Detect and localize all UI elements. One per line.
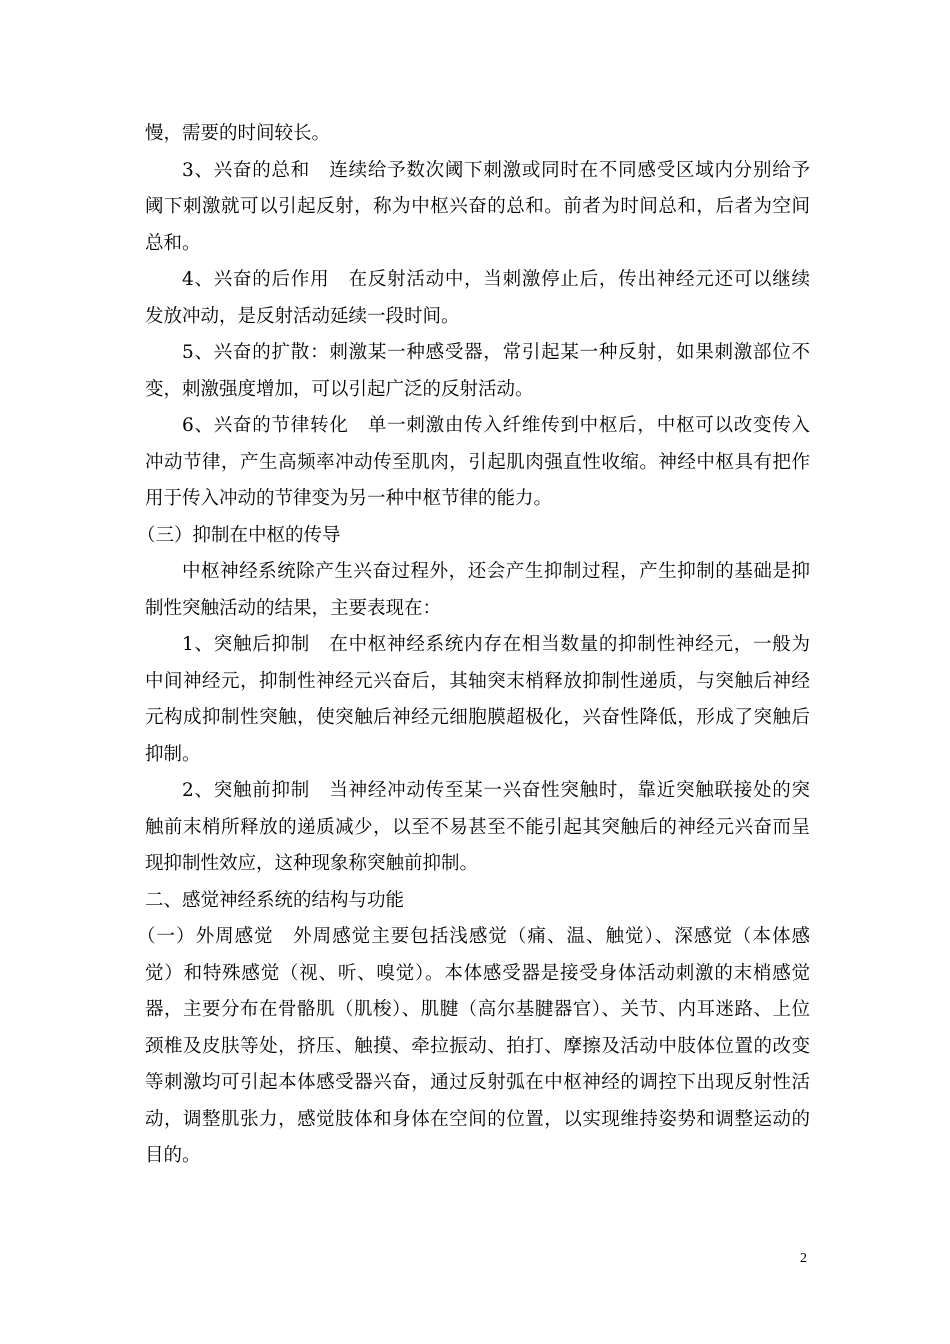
paragraph-line: 动，调整肌张力，感觉肢体和身体在空间的位置，以实现维持姿势和调整运动的 bbox=[145, 1108, 810, 1130]
paragraph bbox=[145, 116, 810, 153]
paragraph bbox=[145, 153, 810, 263]
paragraph-line: 抑制。 bbox=[145, 743, 201, 765]
paragraph-line: 4、兴奋的后作用 在反射活动中，当刺激停止后，传出神经元还可以继续 bbox=[182, 269, 810, 290]
paragraph-line: 1、突触后抑制 在中枢神经系统内存在相当数量的抑制性神经元，一般为 bbox=[182, 634, 810, 655]
paragraph-line: 慢，需要的时间较长。 bbox=[145, 123, 331, 144]
paragraph-line: 变，刺激强度增加，可以引起广泛的反射活动。 bbox=[145, 378, 534, 400]
paragraph-line: 颈椎及皮肤等处，挤压、触摸、牵拉振动、拍打、摩擦及活动中肢体位置的改变 bbox=[145, 1035, 810, 1057]
page-number: 2 bbox=[800, 1251, 807, 1266]
paragraph bbox=[137, 518, 810, 555]
paragraph-line: （三）抑制在中枢的传导 bbox=[137, 524, 341, 546]
paragraph-line: 总和。 bbox=[145, 232, 201, 254]
paragraph-line: 制性突触活动的结果，主要表现在： bbox=[145, 597, 442, 619]
document-body bbox=[137, 116, 810, 1175]
paragraph bbox=[145, 883, 810, 920]
paragraph-line: 冲动节律，产生高频率冲动传至肌肉，引起肌肉强直性收缩。神经中枢具有把作 bbox=[145, 451, 810, 473]
paragraph-line: 2、突触前抑制 当神经冲动传至某一兴奋性突触时，靠近突触联接处的突 bbox=[182, 780, 810, 801]
paragraph bbox=[145, 262, 810, 335]
paragraph-line: 目的。 bbox=[145, 1145, 201, 1166]
paragraph-line: 用于传入冲动的节律变为另一种中枢节律的能力。 bbox=[145, 488, 553, 509]
paragraph bbox=[137, 919, 810, 1175]
paragraph bbox=[145, 554, 810, 627]
paragraph-line: 元构成抑制性突触，使突触后神经元细胞膜超极化，兴奋性降低，形成了突触后 bbox=[145, 707, 810, 728]
paragraph-line: 中间神经元，抑制性神经元兴奋后，其轴突末梢释放抑制性递质，与突触后神经 bbox=[145, 670, 810, 692]
paragraph bbox=[145, 773, 810, 883]
paragraph bbox=[145, 335, 810, 408]
paragraph-line: 5、兴奋的扩散：刺激某一种感受器，常引起某一种反射，如果刺激部位不 bbox=[182, 342, 810, 363]
paragraph-line: 中枢神经系统除产生兴奋过程外，还会产生抑制过程，产生抑制的基础是抑 bbox=[182, 561, 810, 582]
paragraph-line: 现抑制性效应，这种现象称突触前抑制。 bbox=[145, 853, 479, 874]
paragraph-line: （一）外周感觉 外周感觉主要包括浅感觉（痛、温、触觉）、深感觉（本体感 bbox=[137, 926, 810, 947]
paragraph-line: 阈下刺激就可以引起反射，称为中枢兴奋的总和。前者为时间总和，后者为空间 bbox=[145, 196, 810, 217]
paragraph bbox=[145, 408, 810, 518]
paragraph-line: 觉）和特殊感觉（视、听、嗅觉）。本体感受器是接受身体活动刺激的末梢感觉 bbox=[145, 962, 810, 984]
paragraph-line: 器，主要分布在骨骼肌（肌梭）、肌腱（高尔基腱器官）、关节、内耳迷路、上位 bbox=[145, 999, 810, 1020]
paragraph-line: 3、兴奋的总和 连续给予数次阈下刺激或同时在不同感受区域内分别给予 bbox=[182, 159, 810, 181]
paragraph-line: 6、兴奋的节律转化 单一刺激由传入纤维传到中枢后，中枢可以改变传入 bbox=[182, 415, 810, 436]
paragraph-line: 触前末梢所释放的递质减少，以至不易甚至不能引起其突触后的神经元兴奋而呈 bbox=[145, 816, 810, 838]
paragraph bbox=[145, 627, 810, 773]
paragraph-line: 二、感觉神经系统的结构与功能 bbox=[145, 889, 405, 911]
paragraph-line: 等刺激均可引起本体感受器兴奋，通过反射弧在中枢神经的调控下出现反射性活 bbox=[145, 1072, 810, 1093]
paragraph-line: 发放冲动，是反射活动延续一段时间。 bbox=[145, 305, 460, 327]
